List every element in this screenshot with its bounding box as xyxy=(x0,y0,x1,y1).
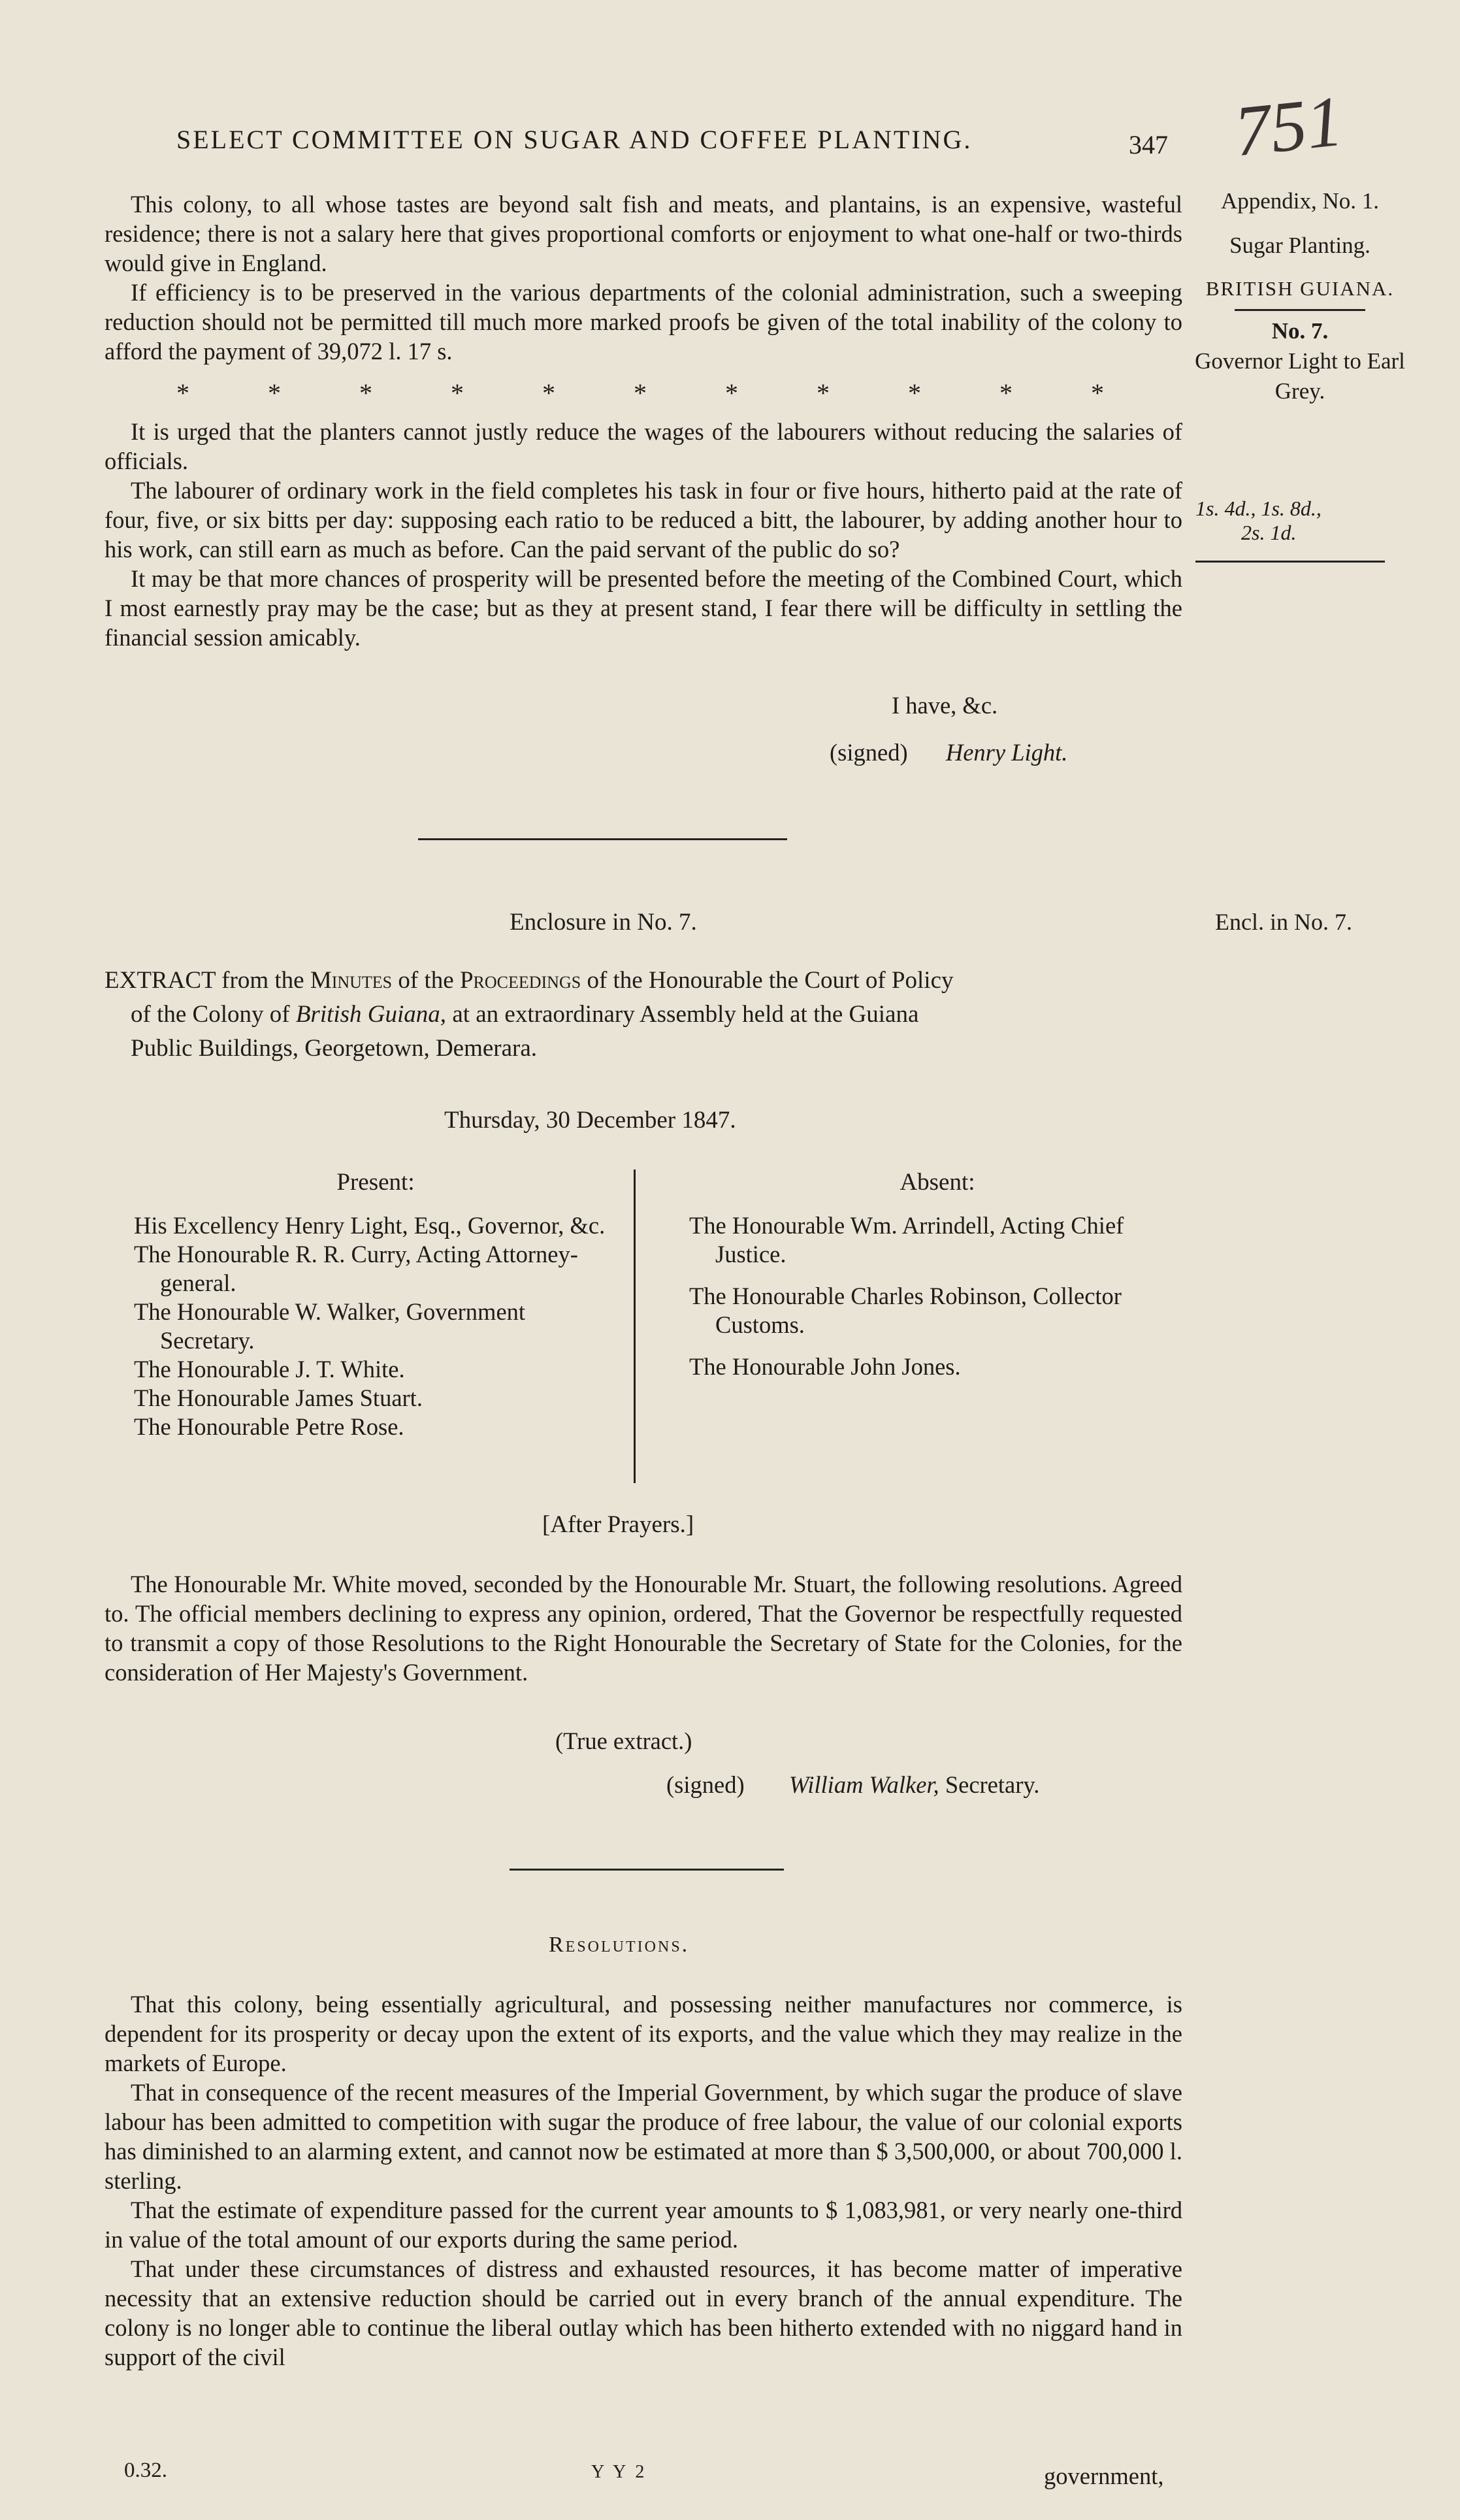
star: * xyxy=(359,378,372,408)
margin-handwritten-note xyxy=(1195,497,1411,545)
star: * xyxy=(542,378,555,408)
margin-rule xyxy=(1235,309,1365,311)
extract-heading xyxy=(105,964,1176,1066)
present-member: The Honourable W. Walker, Government Secretary. xyxy=(134,1298,526,1354)
enclosure-title: Enclosure in No. 7. xyxy=(510,909,697,936)
hand-note-1: 1s. 4d., 1s. 8d., xyxy=(1195,497,1322,520)
motion-text: The Honourable Mr. White moved, seconded by the Honourable Mr. Stuart, the following resolutions. Agreed to. The official members declining to express any opinion, ordered, That the Governor be respectfully requested to transmit a copy of those Resolutions to the Right Honourable the Secretary of State for the Colonies, for the consideration of Her Majesty's Government. xyxy=(105,1571,1182,1686)
ellipsis-stars xyxy=(176,378,1104,408)
margin-colony: BRITISH GUIANA. xyxy=(1205,277,1395,300)
margin-hand-rule xyxy=(1195,561,1385,563)
present-member: The Honourable J. T. White. xyxy=(134,1356,405,1383)
resolution-paragraph: That this colony, being essentially agricultural, and possessing neither manufactures nor commerce, is dependent for its prosperity or decay upon the extent of its exports, and the value which they may realize in the markets of Europe. xyxy=(105,1991,1182,2076)
extract-line-2a: of the Colony of xyxy=(131,1001,296,1028)
extract-colony: British Guiana, xyxy=(295,1001,447,1028)
present-member: The Honourable James Stuart. xyxy=(134,1384,423,1411)
present-member: The Honourable Petre Rose. xyxy=(134,1413,404,1440)
present-column xyxy=(134,1168,617,1441)
present-heading: Present: xyxy=(336,1169,415,1196)
extract-intro: EXTRACT from the xyxy=(105,967,310,994)
star: * xyxy=(451,378,464,408)
after-prayers: [After Prayers.] xyxy=(542,1511,694,1538)
star: * xyxy=(1091,378,1104,408)
margin-item-no: No. 7. xyxy=(1271,318,1329,344)
star: * xyxy=(908,378,921,408)
letter-closing: I have, &c. xyxy=(892,692,998,719)
signer-name: Henry Light. xyxy=(945,739,1068,766)
star: * xyxy=(176,378,189,408)
present-member: The Honourable R. R. Curry, Acting Attorney-general. xyxy=(134,1241,578,1296)
letter-paragraph: The labourer of ordinary work in the field completes his task in four or five hours, hitherto paid at the rate of four, five, or six bitts per day: supposing each ratio to be reduced a bitt, the labourer, by adding another hour to his work, can still earn as much as before. Can the paid servant of the public do so? xyxy=(105,477,1182,563)
footer-reference: 0.32. xyxy=(124,2459,167,2482)
page-number: 347 xyxy=(1129,130,1168,159)
margin-item-title: Governor Light to Earl Grey. xyxy=(1195,348,1405,404)
secretary-title: Secretary. xyxy=(945,1771,1040,1798)
extract-line-3: Public Buildings, Georgetown, Demerara. xyxy=(131,1035,538,1062)
extract-minutes: Minutes xyxy=(310,967,393,994)
letter-body-continued xyxy=(105,417,1182,652)
secretary-signature xyxy=(666,1771,1039,1799)
absent-member: The Honourable Wm. Arrindell, Acting Chief Justice. xyxy=(689,1212,1124,1268)
letter-paragraph: It is urged that the planters cannot justly reduce the wages of the labourers without reducing the salaries of officials. xyxy=(105,418,1182,474)
secretary-name: William Walker, xyxy=(788,1771,939,1798)
running-title: SELECT COMMITTEE ON SUGAR AND COFFEE PLANTING. xyxy=(176,125,973,154)
letter-paragraph: This colony, to all whose tastes are beyond salt fish and meats, and plantains, is an expensive, wasteful residence; there is not a salary here that gives proportional comforts or enjoyment to what one-half or two-thirds would give in England. xyxy=(105,191,1182,276)
motion-paragraph xyxy=(105,1569,1182,1687)
extract-proceedings: Proceedings xyxy=(459,967,581,994)
printer-signature-mark: Y Y 2 xyxy=(591,2462,647,2482)
absent-member: The Honourable John Jones. xyxy=(689,1353,961,1380)
star: * xyxy=(999,378,1013,408)
true-extract: (True extract.) xyxy=(555,1727,692,1754)
resolution-paragraph: That in consequence of the recent measures of the Imperial Government, by which sugar the produce of slave labour has been admitted to competition with sugar the produce of free labour, the value of our colonial exports has diminished to an alarming extent, and cannot now be estimated at more than $ 3,500,000, or about 700,000 l. sterling. xyxy=(105,2079,1182,2194)
hand-note-2: 2s. 1d. xyxy=(1241,521,1297,544)
handwritten-folio-number: 751 xyxy=(1231,80,1346,172)
extract-rest: of the Honourable the Court of Policy xyxy=(581,967,954,994)
assembly-date: Thursday, 30 December 1847. xyxy=(444,1107,736,1134)
signed-label: (signed) xyxy=(666,1771,745,1798)
star: * xyxy=(634,378,647,408)
catchword: government, xyxy=(1044,2463,1164,2489)
margin-topic: Sugar Planting. xyxy=(1229,233,1371,258)
margin-notes xyxy=(1192,186,1408,406)
margin-appendix: Appendix, No. 1. xyxy=(1220,188,1380,214)
column-divider xyxy=(634,1170,636,1483)
resolutions-heading: Resolutions. xyxy=(549,1933,690,1957)
extract-line-2b: at an extraordinary Assembly held at the Guiana xyxy=(446,1001,919,1028)
extract-connector: of the xyxy=(392,967,460,994)
enclosure-margin-label: Encl. in No. 7. xyxy=(1215,909,1352,935)
section-divider xyxy=(418,838,787,840)
letter-paragraph: If efficiency is to be preserved in the various departments of the colonial administration, such a sweeping reduction should not be permitted till much more marked proofs be given of the total inability of the colony to afford the payment of 39,072 l. 17 s. xyxy=(105,279,1182,365)
letter-signature xyxy=(830,738,1067,766)
absent-heading: Absent: xyxy=(900,1169,975,1196)
resolution-paragraph: That the estimate of expenditure passed for the current year amounts to $ 1,083,981, or very nearly one-third in value of the total amount of our exports during the same period. xyxy=(105,2197,1182,2253)
letter-paragraph: It may be that more chances of prosperity will be presented before the meeting of the Combined Court, which I most earnestly pray may be the case; but as they at present stand, I fear there will be difficulty in settling the financial session amicably. xyxy=(105,565,1182,651)
present-member: His Excellency Henry Light, Esq., Governor, &c. xyxy=(134,1212,606,1239)
star: * xyxy=(268,378,281,408)
star: * xyxy=(725,378,738,408)
absent-member: The Honourable Charles Robinson, Collector Customs. xyxy=(689,1283,1122,1338)
resolution-paragraph: That under these circumstances of distress and exhausted resources, it has become matter of imperative necessity that an extensive reduction should be carried out in every branch of the annual expenditure. The colony is no longer able to continue the liberal outlay which has been hitherto extended with no niggard hand in support of the civil xyxy=(105,2255,1182,2370)
absent-column xyxy=(689,1168,1186,1394)
resolutions-body xyxy=(105,1989,1182,2372)
letter-body xyxy=(105,189,1182,366)
star: * xyxy=(817,378,830,408)
section-divider xyxy=(510,1869,784,1871)
signed-label: (signed) xyxy=(830,739,908,766)
